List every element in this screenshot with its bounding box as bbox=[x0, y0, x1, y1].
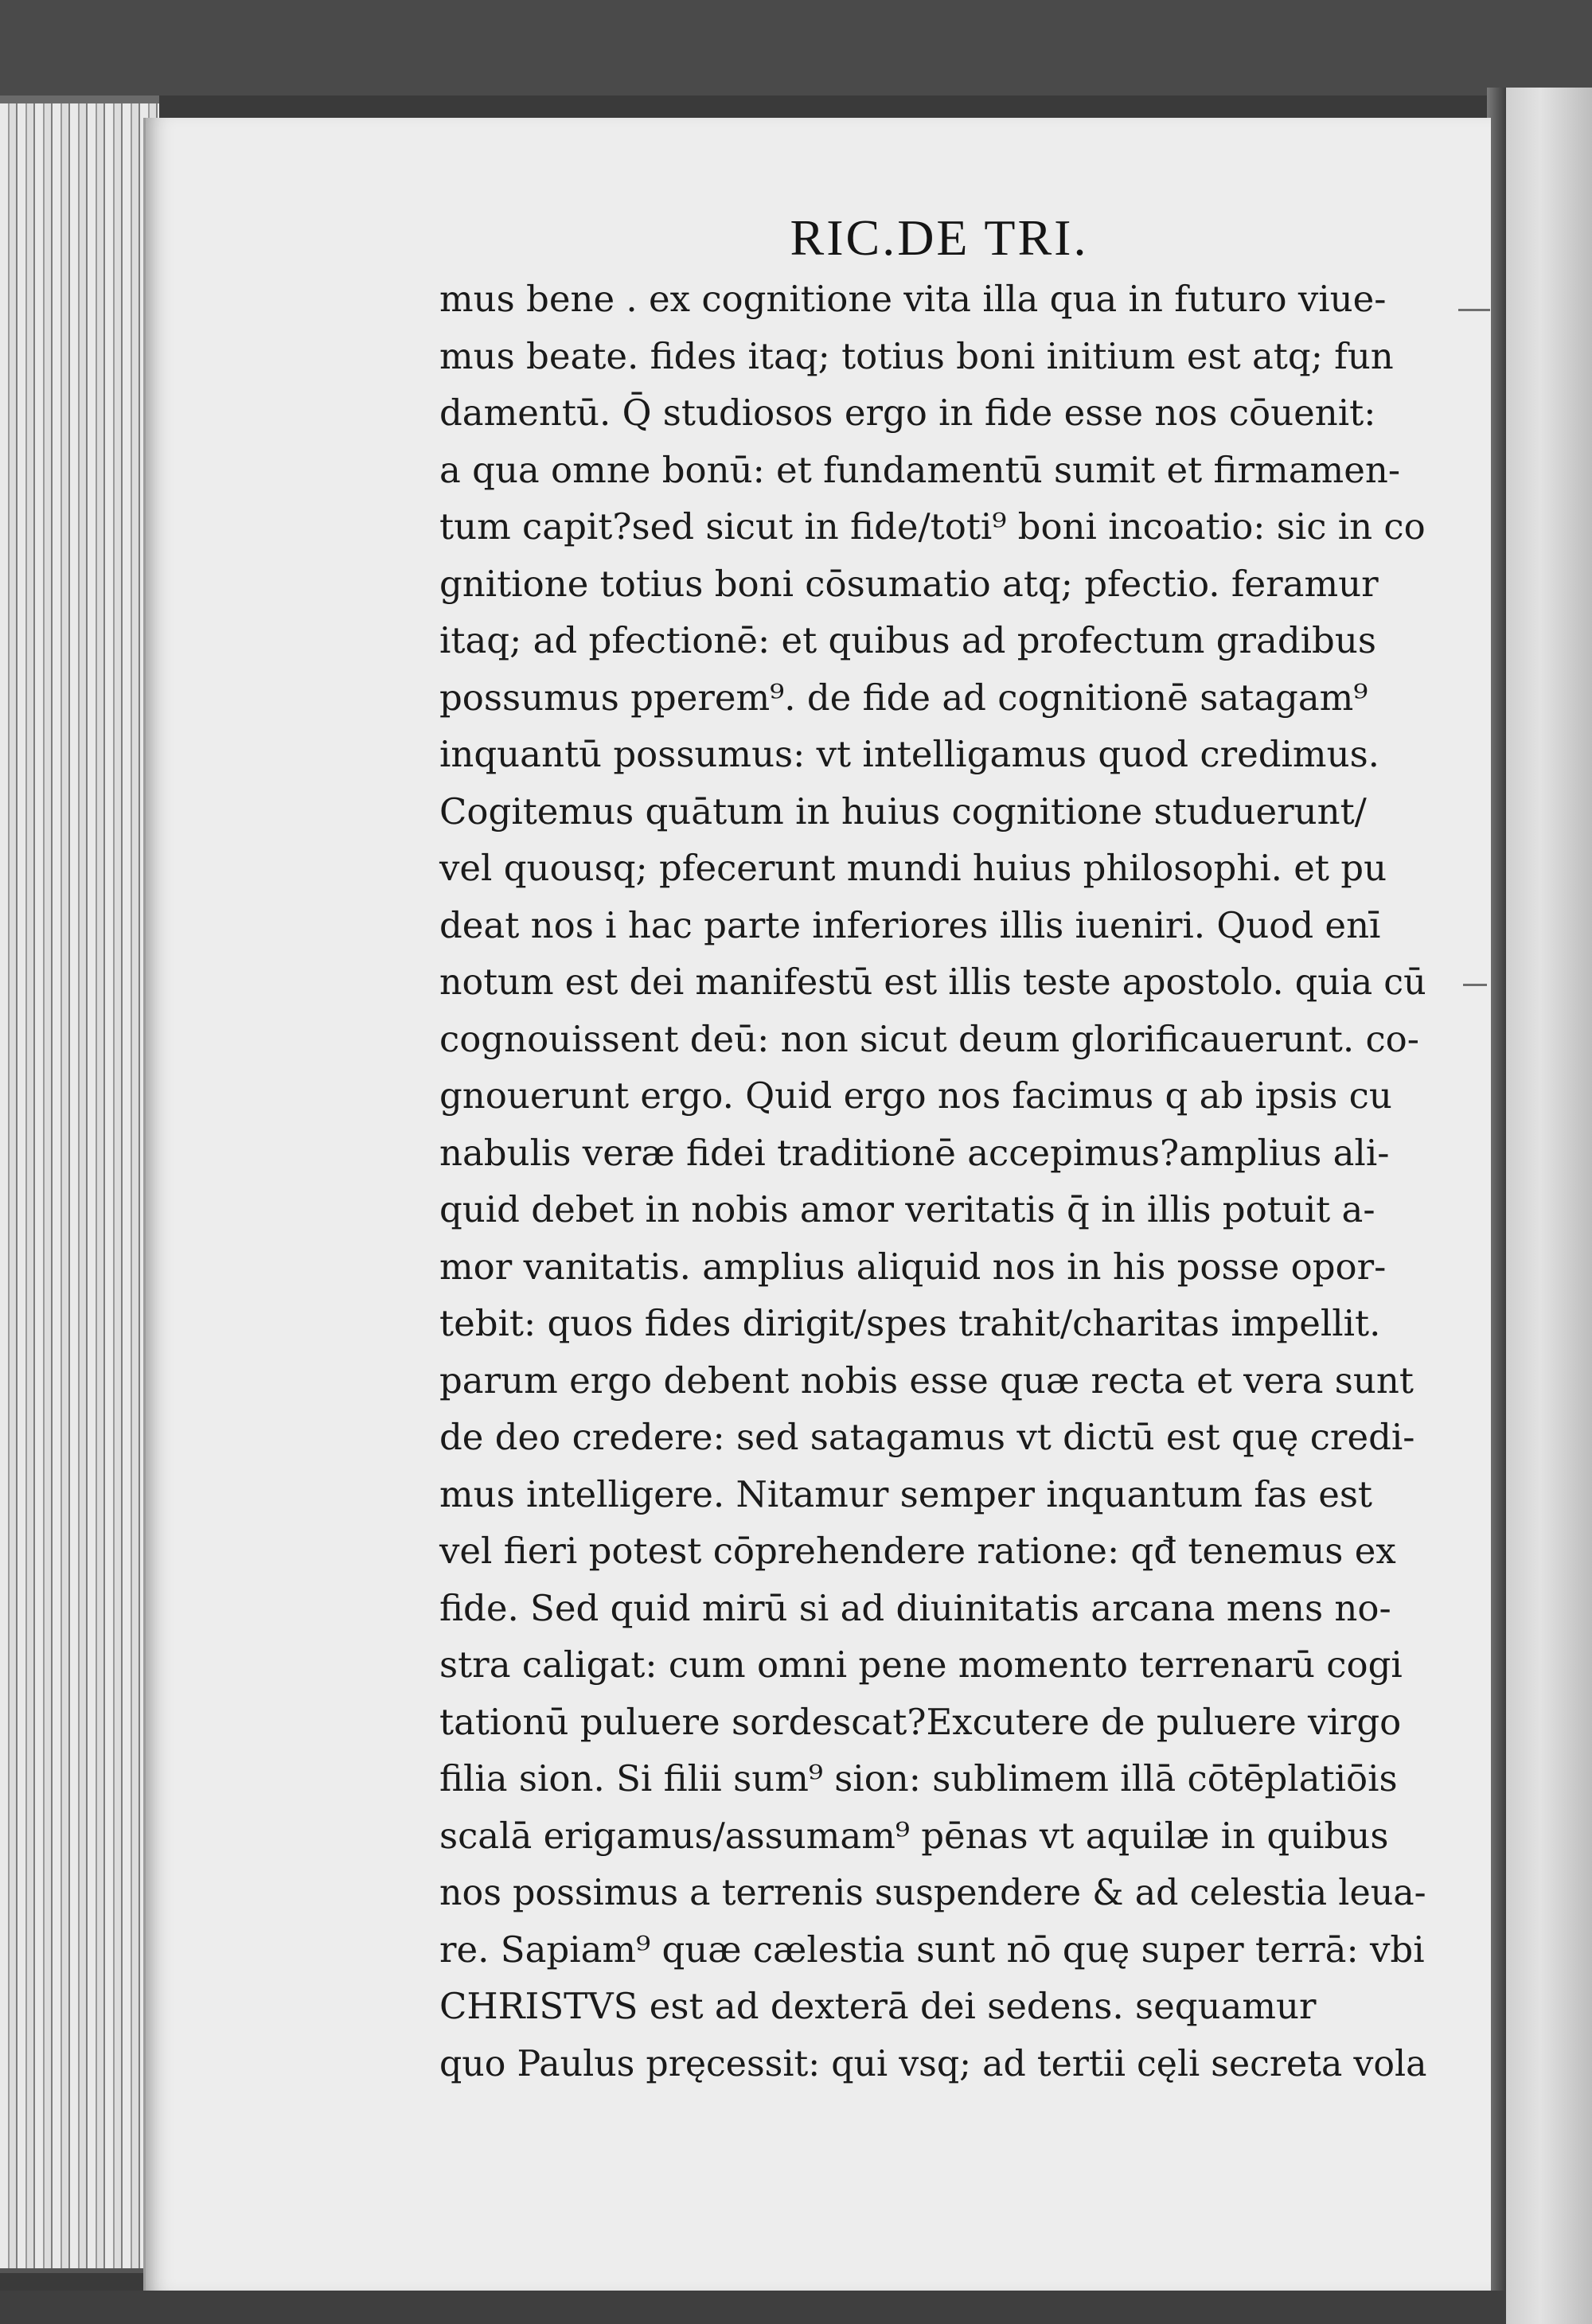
page-stack-edges bbox=[0, 103, 159, 2273]
text-line: CHRISTVS est ad dexterā dei sedens. sequamur bbox=[439, 1985, 1317, 2027]
text-line: nabulis veræ fidei traditionē accepimus?amplius ali- bbox=[439, 1131, 1390, 1174]
text-line: possumus pperem⁹. de fide ad cognitionē satagam⁹ bbox=[439, 676, 1368, 719]
text-line: stra caligat: cum omni pene momento terrenarū cogi bbox=[439, 1644, 1403, 1686]
text-line: mus intelligere. Nitamur semper inquantum fas est bbox=[439, 1472, 1372, 1515]
text-line: parum ergo debent nobis esse quæ recta et vera sunt bbox=[439, 1359, 1414, 1402]
text-line: Cogitemus quātum in huius cognitione studuerunt/ bbox=[439, 790, 1367, 833]
text-line: deat nos i hac parte inferiores illis iueniri. Quod enī bbox=[439, 903, 1381, 946]
text-line: itaq; ad pfectionē: et quibus ad profectum gradibus bbox=[439, 619, 1376, 661]
facing-page-edge bbox=[1506, 88, 1592, 2324]
text-line: tebit: quos fides dirigit/spes trahit/charitas impellit. bbox=[439, 1302, 1381, 1344]
text-line: re. Sapiam⁹ quæ cælestia sunt nō quę super terrā: vbi bbox=[439, 1928, 1425, 1971]
running-head: RIC.DE TRI. bbox=[790, 209, 1089, 266]
text-line: quid debet in nobis amor veritatis q̄ in illis potuit a- bbox=[439, 1188, 1375, 1230]
text-line: cognouissent deū: non sicut deum glorificauerunt. co- bbox=[439, 1017, 1419, 1060]
text-line: a qua omne bonū: et fundamentū sumit et firmamen- bbox=[439, 448, 1401, 491]
text-line: mor vanitatis. amplius aliquid nos in his posse opor- bbox=[439, 1245, 1387, 1288]
text-line: notum est dei manifestū est illis teste apostolo. quia cū bbox=[439, 961, 1426, 1003]
text-line: damentū. Q̄ studiosos ergo in fide esse nos cōuenit: bbox=[439, 392, 1376, 434]
text-line: vel fieri potest cōprehendere ratione: qđ tenemus ex bbox=[439, 1530, 1396, 1572]
text-line: gnouerunt ergo. Quid ergo nos facimus q ab ipsis cu bbox=[439, 1074, 1392, 1117]
text-line: de deo credere: sed satagamus vt dictū est quę credi- bbox=[439, 1416, 1415, 1458]
margin-mark bbox=[1463, 984, 1487, 986]
text-line: inquantū possumus: vt intelligamus quod credimus. bbox=[439, 733, 1379, 775]
text-line: tum capit?sed sicut in fide/toti⁹ boni incoatio: sic in co bbox=[439, 505, 1426, 548]
scanner-background-top bbox=[0, 0, 1592, 96]
text-line: filia sion. Si filii sum⁹ sion: sublimem illā cōtēplatiōis bbox=[439, 1757, 1398, 1800]
text-line: vel quousq; pfecerunt mundi huius philosophi. et pu bbox=[439, 847, 1387, 889]
text-line: fide. Sed quid mirū si ad diuinitatis arcana mens no- bbox=[439, 1586, 1391, 1629]
text-line: mus beate. fides itaq; totius boni initium est atq; fun bbox=[439, 334, 1394, 377]
text-line: nos possimus a terrenis suspendere & ad celestia leua- bbox=[439, 1871, 1426, 1913]
scanner-background-bottom bbox=[0, 2291, 1506, 2324]
text-line: tationū puluere sordescat?Excutere de puluere virgo bbox=[439, 1700, 1402, 1743]
margin-mark bbox=[1458, 309, 1490, 311]
text-block bbox=[439, 271, 1426, 2092]
text-line: mus bene . ex cognitione vita illa qua in futuro viue- bbox=[439, 278, 1387, 320]
text-line: quo Paulus pręcessit: qui vsq; ad tertii cęli secreta vola bbox=[439, 2041, 1427, 2084]
text-line: scalā erigamus/assumam⁹ pēnas vt aquilæ in quibus bbox=[439, 1814, 1389, 1857]
text-line: gnitione totius boni cōsumatio atq; pfectio. feramur bbox=[439, 562, 1379, 605]
